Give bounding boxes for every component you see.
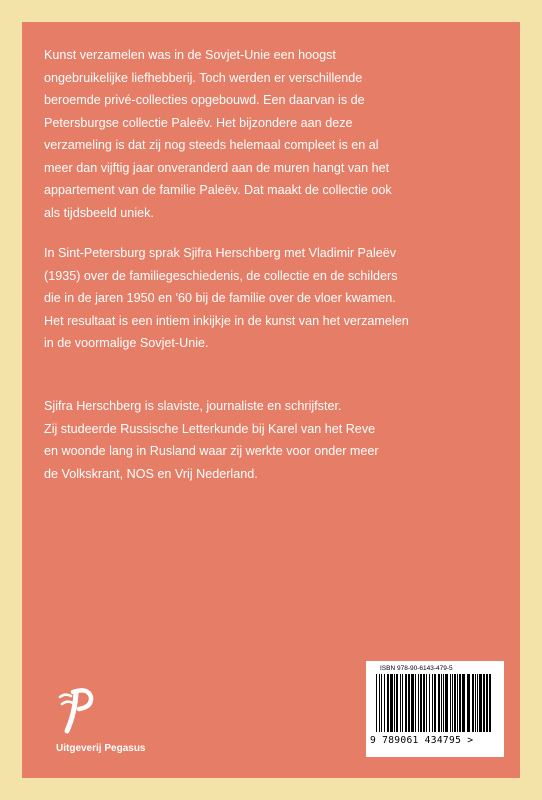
barcode-bar: [429, 674, 430, 732]
barcode-bar: [387, 674, 389, 732]
barcode: [366, 661, 504, 757]
barcode-bar: [381, 674, 382, 732]
text-line: ongebruikelijke liefhebberij. Toch werden er verschillende: [44, 70, 363, 85]
barcode-bar: [432, 674, 433, 732]
text-line: in de voormalige Sovjet-Unie.: [44, 336, 209, 350]
barcode-bar: [411, 674, 414, 732]
barcode-bar: [396, 674, 398, 732]
text-line: de Volkskrant, NOS en Vrij Nederland.: [44, 466, 258, 481]
barcode-bar: [443, 674, 444, 732]
barcode-bar: [457, 674, 458, 732]
barcode-bar: [475, 674, 476, 732]
barcode-bar: [467, 674, 470, 732]
barcode-bar: [479, 674, 482, 732]
barcode-bar: [420, 674, 422, 732]
barcode-bar: [384, 674, 385, 732]
barcode-bar: [462, 674, 465, 732]
barcode-bar: [472, 674, 474, 732]
blurb-paragraph-2: [44, 242, 464, 355]
text-line: Het resultaat is een intiem inkijkje in de kunst van het verzamelen: [44, 313, 409, 328]
barcode-bar: [445, 674, 448, 732]
text-line: meer dan vijftig jaar onveranderd aan de muren hangt van het: [44, 160, 390, 175]
text-line: (1935) over de familiegeschiedenis, de collectie en de schilders: [44, 268, 398, 283]
publisher-name: Uitgeverij Pegasus: [56, 743, 146, 754]
barcode-bar: [376, 674, 377, 732]
barcode-bar: [438, 674, 440, 732]
text-line: Sjifra Herschberg is slaviste, journaliste en schrijfster.: [44, 399, 342, 413]
author-bio: [44, 395, 464, 485]
barcode-bar: [394, 674, 395, 732]
text-line: Kunst verzamelen was in de Sovjet-Unie een hoogst: [44, 48, 336, 62]
barcode-bar: [459, 674, 461, 732]
publisher-logo: [56, 675, 206, 755]
barcode-bar: [423, 674, 425, 732]
pegasus-p-logo-icon: [56, 675, 96, 735]
barcode-bar: [405, 674, 407, 732]
blurb-paragraph-1: [44, 44, 464, 224]
barcode-bar: [477, 674, 478, 732]
barcode-bar: [441, 674, 442, 732]
barcode-bar: [400, 674, 401, 732]
barcode-bar: [486, 674, 488, 732]
barcode-bar: [454, 674, 456, 732]
barcode-bar: [415, 674, 416, 732]
barcode-bars: [376, 674, 492, 732]
text-line: beroemde privé-collecties opgebouwd. Een daarvan is de: [44, 93, 365, 107]
text-line: appartement van de familie Paleëv. Dat maakt de collectie ook: [44, 183, 392, 197]
barcode-bar: [390, 674, 393, 732]
isbn-label: ISBN 978-90-6143-479-5: [380, 665, 453, 672]
text-line: In Sint-Petersburg sprak Sjifra Herschberg met Vladimir Paleëv: [44, 246, 397, 260]
barcode-bar: [450, 674, 451, 732]
barcode-bar: [379, 674, 380, 732]
text-line: en woonde lang in Rusland waar zij werkte voor onder meer: [44, 444, 379, 458]
text-line: Zij studeerde Russische Letterkunde bij Karel van het Reve: [44, 421, 376, 436]
barcode-digits: 9 789061 434795 >: [370, 735, 474, 746]
barcode-bar: [489, 674, 491, 732]
text-line: als tijdsbeeld uniek.: [44, 205, 154, 220]
barcode-bar: [418, 674, 419, 732]
barcode-bar: [452, 674, 453, 732]
barcode-bar: [408, 674, 410, 732]
barcode-bar: [402, 674, 403, 732]
barcode-bar: [434, 674, 436, 732]
barcode-bar: [426, 674, 427, 732]
text-line: die in de jaren 1950 en '60 bij de familie over de vloer kwamen.: [44, 291, 396, 305]
barcode-bar: [483, 674, 485, 732]
text-line: Petersburgse collectie Paleëv. Het bijzondere aan deze: [44, 115, 353, 130]
text-line: verzameling is dat zij nog steeds helemaal compleet is en al: [44, 138, 379, 152]
